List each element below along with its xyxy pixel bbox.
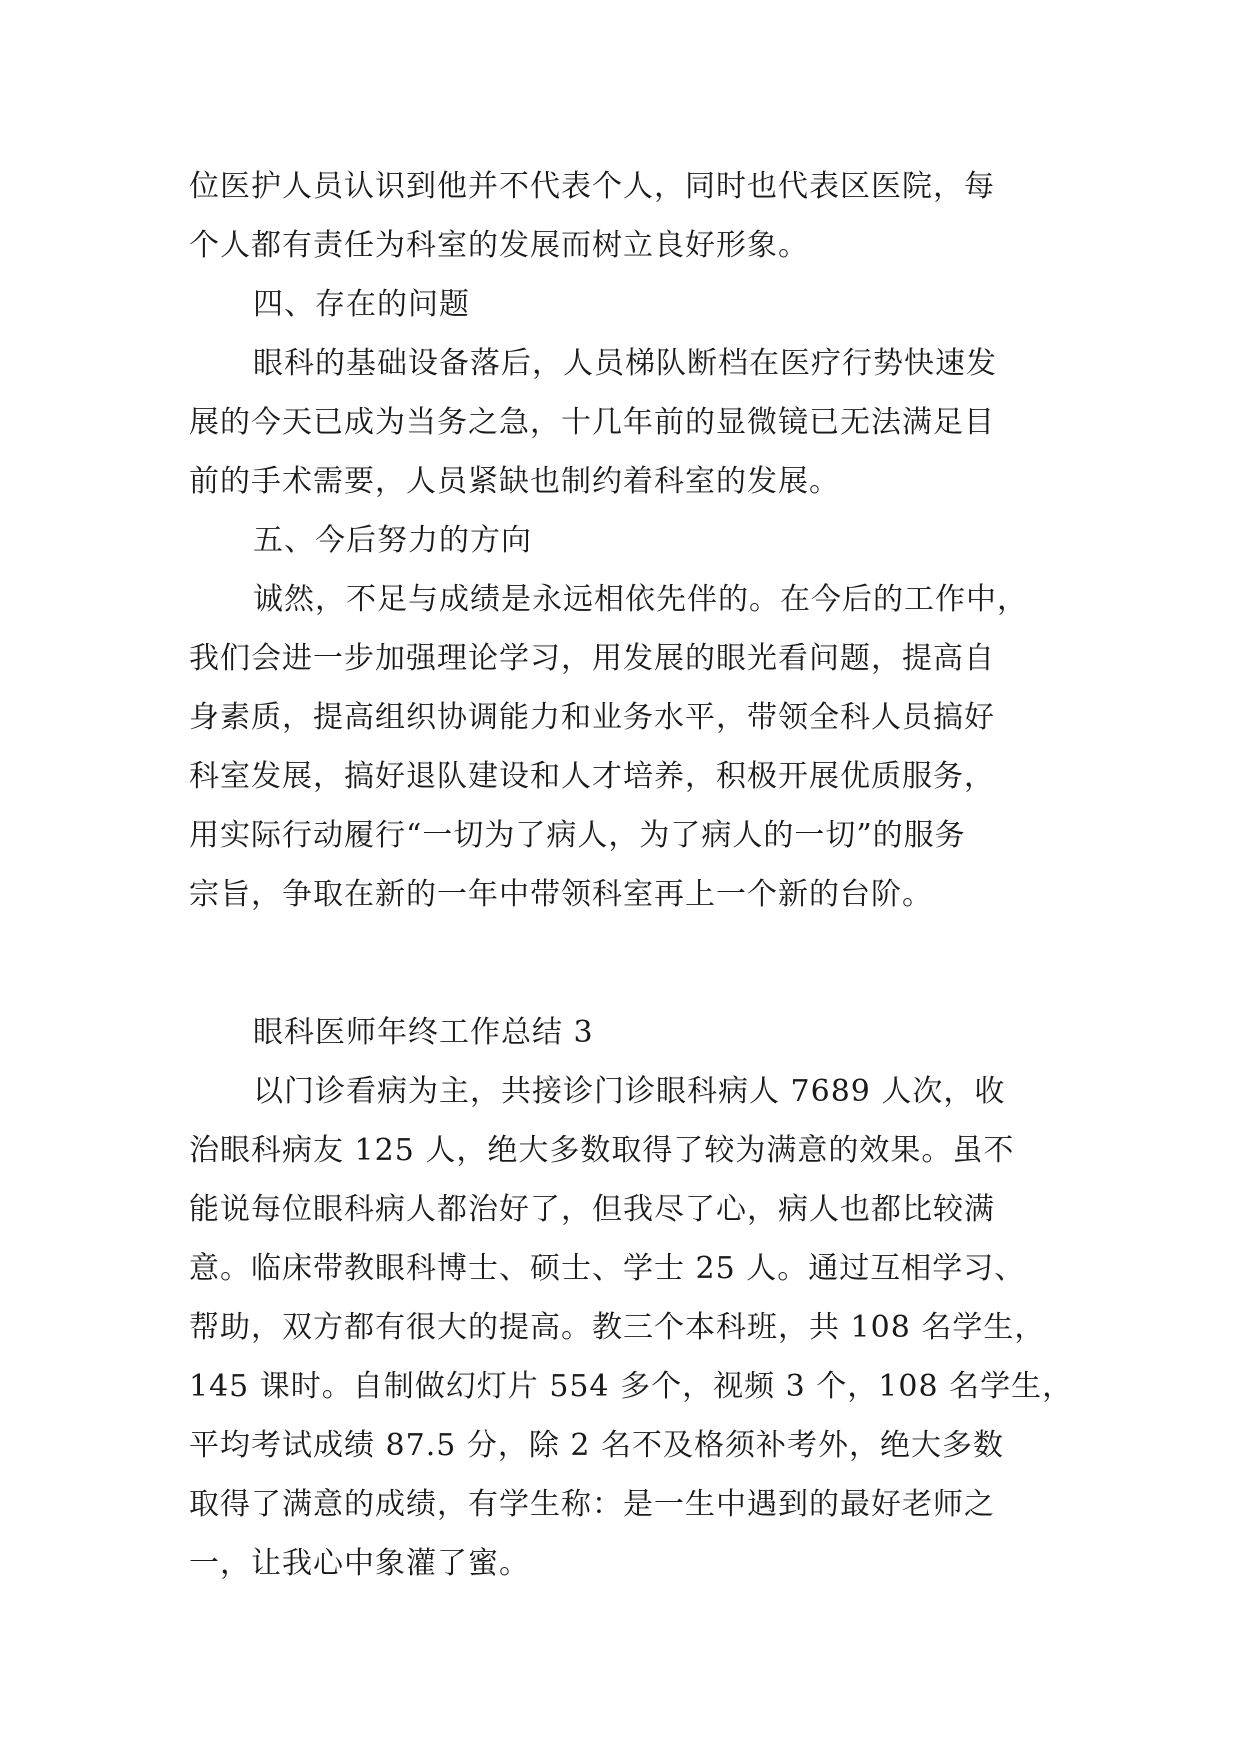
section-heading-direction: 五、今后努力的方向 xyxy=(253,523,532,558)
paragraph-line: 治眼科病友 125 人，绝大多数取得了较为满意的效果。虽不 xyxy=(189,1133,1015,1168)
paragraph-line: 能说每位眼科病人都治好了，但我尽了心，病人也都比较满 xyxy=(189,1192,995,1227)
paragraph-line: 位医护人员认识到他并不代表个人，同时也代表区医院，每 xyxy=(189,169,995,204)
paragraph-line: 身素质，提高组织协调能力和业务水平，带领全科人员搞好 xyxy=(189,700,995,735)
paragraph-line: 平均考试成绩 87.5 分，除 2 名不及格须补考外，绝大多数 xyxy=(189,1428,1005,1463)
paragraph-line: 科室发展，搞好退队建设和人才培养，积极开展优质服务， xyxy=(189,759,995,794)
section-title: 眼科医师年终工作总结 3 xyxy=(253,1015,594,1050)
section-heading-problems: 四、存在的问题 xyxy=(253,287,470,322)
section-continued-text xyxy=(189,157,1065,924)
paragraph-line: 诚然，不足与成绩是永远相依先伴的。在今后的工作中， xyxy=(253,582,1028,617)
paragraph-line: 用实际行动履行“一切为了病人，为了病人的一切”的服务 xyxy=(189,818,966,853)
paragraph-line: 个人都有责任为科室的发展而树立良好形象。 xyxy=(189,228,809,263)
paragraph-line: 以门诊看病为主，共接诊门诊眼科病人 7689 人次，收 xyxy=(253,1074,1006,1109)
paragraph-line: 意。临床带教眼科博士、硕士、学士 25 人。通过互相学习、 xyxy=(189,1251,1026,1286)
section-summary-3 xyxy=(189,1003,1074,1593)
paragraph-line: 前的手术需要，人员紧缺也制约着科室的发展。 xyxy=(189,464,840,499)
paragraph-line: 眼科的基础设备落后，人员梯队断档在医疗行势快速发 xyxy=(253,346,997,381)
paragraph-line: 145 课时。自制做幻灯片 554 多个，视频 3 个，108 名学生， xyxy=(189,1369,1074,1404)
paragraph-line: 我们会进一步加强理论学习，用发展的眼光看问题，提高自 xyxy=(189,641,995,676)
paragraph-line: 一，让我心中象灌了蜜。 xyxy=(189,1546,530,1581)
paragraph-line: 展的今天已成为当务之急，十几年前的显微镜已无法满足目 xyxy=(189,405,995,440)
paragraph-line: 取得了满意的成绩，有学生称：是一生中遇到的最好老师之 xyxy=(189,1487,995,1522)
paragraph-line: 宗旨，争取在新的一年中带领科室再上一个新的台阶。 xyxy=(189,877,933,912)
paragraph-line: 帮助，双方都有很大的提高。教三个本科班，共 108 名学生， xyxy=(189,1310,1046,1345)
